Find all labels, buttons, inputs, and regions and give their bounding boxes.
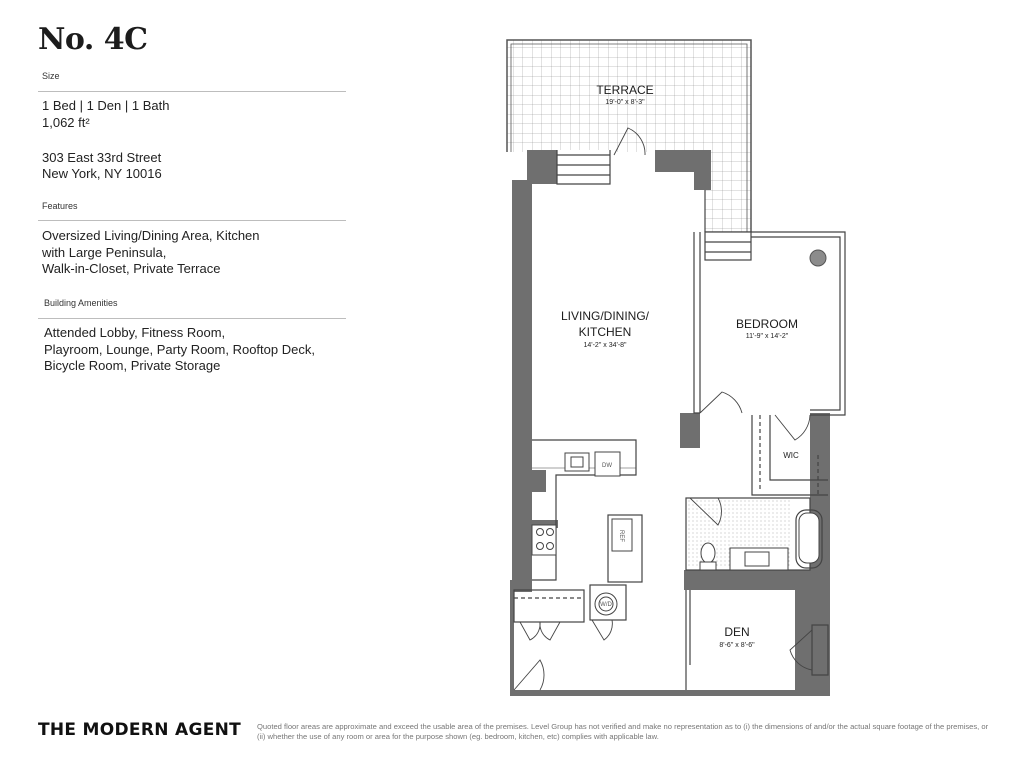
features-text: Oversized Living/Dining Area, Kitchen with Large Peninsula, Walk-in-Closet, Private Terrace bbox=[42, 228, 260, 276]
living-dims: 14'-2" x 34'-8" bbox=[583, 342, 627, 349]
layout-text: 1 Bed | 1 Den | 1 Bath bbox=[42, 98, 170, 113]
unit-title: No. 4C bbox=[38, 22, 148, 57]
amenities-text: Attended Lobby, Fitness Room, Playroom, Lounge, Party Room, Rooftop Deck, Bicycle Room, Private Storage bbox=[44, 325, 315, 373]
terrace bbox=[507, 40, 751, 232]
den-dims: 8'-6" x 8'-6" bbox=[719, 642, 755, 649]
terrace-dims: 19'-0" x 8'-3" bbox=[605, 99, 645, 106]
washer-dryer-label: W/D bbox=[600, 602, 612, 608]
features-label: Features bbox=[42, 201, 78, 211]
disclaimer: Quoted floor areas are approximate and exceed the usable area of the premises. Level Group has not verified and make no representation as to (i) the dimensions of and/or the actual square footage of the premises, or (ii) whether the use of any room or area for the purpose shown (eg. bedroom, kitchen, etc) complies with applicable law. bbox=[257, 722, 989, 741]
bedroom-label: BEDROOM bbox=[735, 317, 799, 331]
living-label-line1: LIVING/DINING/ bbox=[560, 309, 650, 323]
amenities-label: Building Amenities bbox=[44, 298, 118, 308]
dishwasher-label: DW bbox=[602, 463, 612, 469]
area-text: 1,062 ft² bbox=[42, 115, 90, 130]
address-line2: New York, NY 10016 bbox=[42, 166, 162, 181]
fixtures bbox=[532, 250, 826, 615]
size-label: Size bbox=[42, 71, 60, 81]
bedroom-dims: 11'-9" x 14'-2" bbox=[745, 333, 789, 340]
door-swings bbox=[514, 128, 812, 690]
address-line1: 303 East 33rd Street bbox=[42, 150, 162, 165]
den-label: DEN bbox=[724, 625, 750, 639]
fridge-label: REF bbox=[618, 530, 624, 542]
brand-logo: THE MODERN AGENT bbox=[38, 720, 242, 740]
terrace-label: TERRACE bbox=[596, 83, 654, 97]
wic-label: WIC bbox=[783, 451, 799, 460]
living-label-line2: KITCHEN bbox=[578, 325, 632, 339]
